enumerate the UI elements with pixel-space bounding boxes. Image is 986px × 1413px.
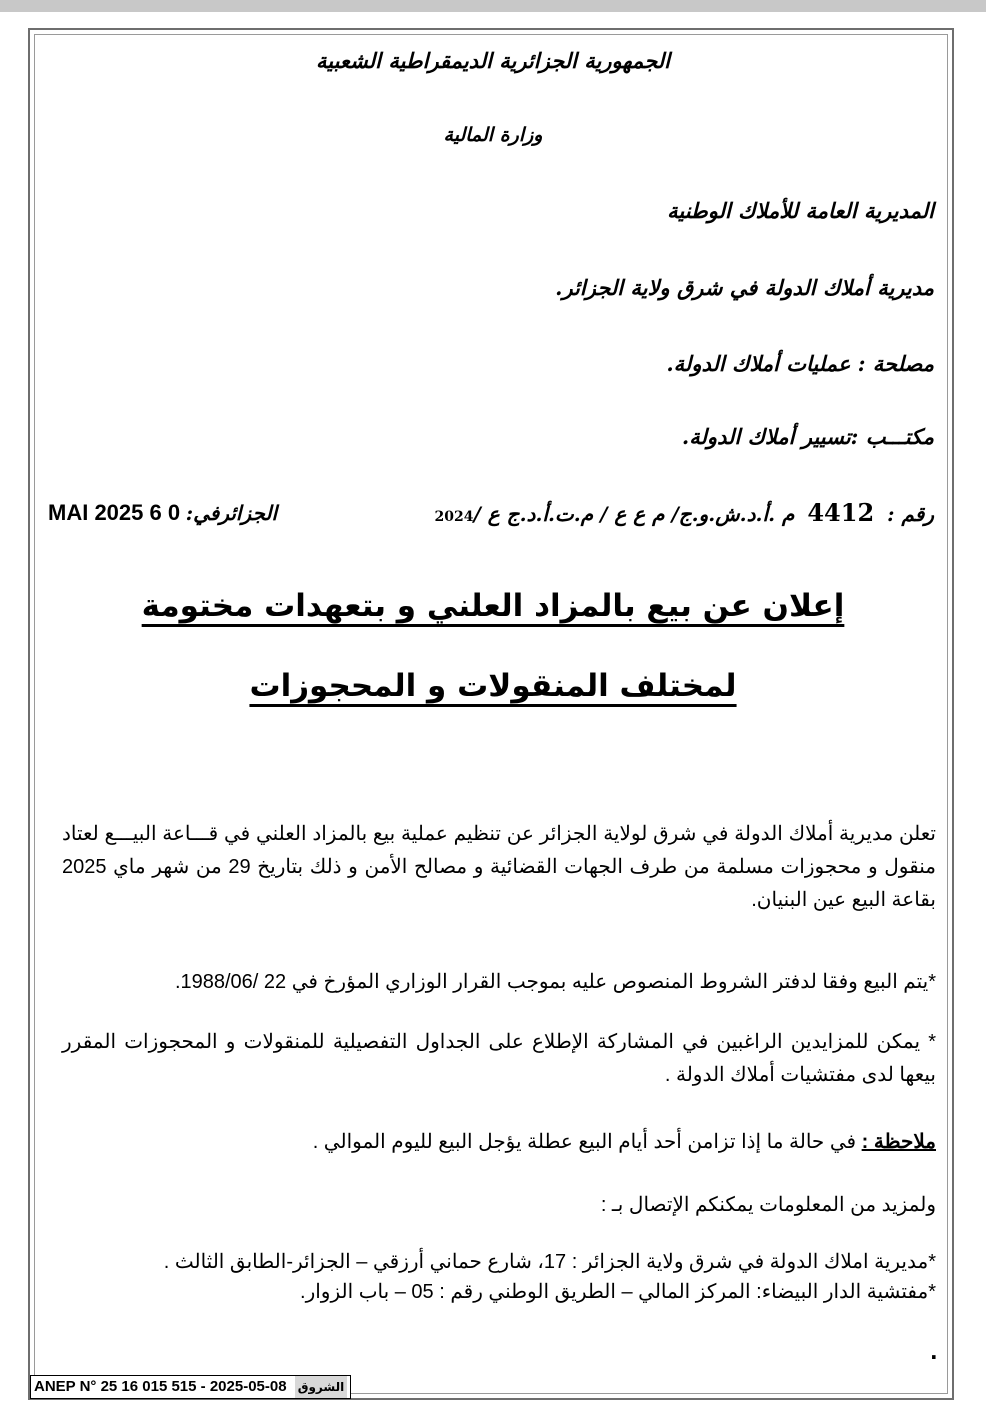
- reference-code: م .أ.د.ش.و.ج/ م ع ع / م.ت.أ.د.ج ع /: [473, 502, 795, 526]
- date-line: [48, 500, 277, 526]
- trailing-dot: .: [930, 1340, 938, 1364]
- ministry-heading: وزارة المالية: [443, 124, 543, 146]
- office-heading: مكتـــب :تسيير أملاك الدولة.: [681, 424, 934, 449]
- anep-reference: ANEP N° 25 16 015 515 - 2025-05-08: [34, 1378, 287, 1395]
- address-block: [62, 1247, 936, 1307]
- contact-intro-paragraph: [62, 1189, 936, 1222]
- reference-label: رقم :: [887, 502, 934, 526]
- address-inspection: *مفتشية الدار البيضاء: المركز المالي – الطريق الوطني رقم : 05 – باب الزوار.: [300, 1281, 936, 1303]
- consult-text: * يمكن للمزايدين الراغبين في المشاركة الإطلاع على الجداول التفصيلية للمنقولات و المحجوزات المقرر بيعها لدى مفتشيات أملاك الدولة .: [62, 1031, 936, 1086]
- republic-heading: الجمهورية الجزائرية الديمقراطية الشعبية: [315, 48, 670, 73]
- reference-line: [435, 498, 934, 527]
- condition-paragraph: [62, 966, 936, 999]
- general-directorate-heading: المديرية العامة للأملاك الوطنية: [667, 198, 934, 223]
- service-heading: مصلحة : عمليات أملاك الدولة.: [666, 351, 934, 376]
- consult-paragraph: [62, 1026, 936, 1092]
- announcement-title-line1: إعلان عن بيع بالمزاد العلني و بتعهدات مختومة: [141, 588, 845, 624]
- directorate-heading: مديرية أملاك الدولة في شرق ولاية الجزائر.: [555, 275, 934, 300]
- top-gray-bar: [0, 0, 986, 12]
- reference-number: 4412: [807, 498, 875, 527]
- newspaper-logo: الشروق: [295, 1376, 347, 1398]
- date-city: الجزائرفي:: [185, 501, 278, 525]
- anep-footer: [30, 1375, 351, 1399]
- note-label: ملاحظة :: [861, 1131, 936, 1153]
- date-stamp: 0 6 MAI 2025: [48, 500, 181, 525]
- contact-intro-text: ولمزيد من المعلومات يمكنكم الإتصال بـ :: [600, 1194, 936, 1216]
- reference-year: 2024: [434, 509, 474, 525]
- intro-paragraph: [62, 818, 936, 917]
- intro-text: تعلن مديرية أملاك الدولة في شرق لولاية الجزائر عن تنظيم عملية بيع بالمزاد العلني في قـــاعة البيـــع لعتاد منقول و محجوزات مسلمة من طرف الجهات القضائية و مصالح الأمن و ذلك بتاريخ 29 من شهر ماي 2025 بقاعة البيع عين البنيان.: [62, 823, 936, 911]
- note-text: في حالة ما إذا تزامن أحد أيام البيع عطلة يؤجل البيع لليوم الموالي .: [312, 1131, 857, 1153]
- note-paragraph: [62, 1126, 936, 1159]
- address-directorate: *مديرية املاك الدولة في شرق ولاية الجزائر : 17، شارع حماني أرزقي – الجزائر-الطابق الثالث .: [163, 1251, 936, 1273]
- announcement-title-line2: لمختلف المنقولات و المحجوزات: [249, 668, 737, 704]
- condition-text: *يتم البيع وفقا لدفتر الشروط المنصوص عليه بموجب القرار الوزاري المؤرخ في 22 /1988/06.: [174, 971, 936, 993]
